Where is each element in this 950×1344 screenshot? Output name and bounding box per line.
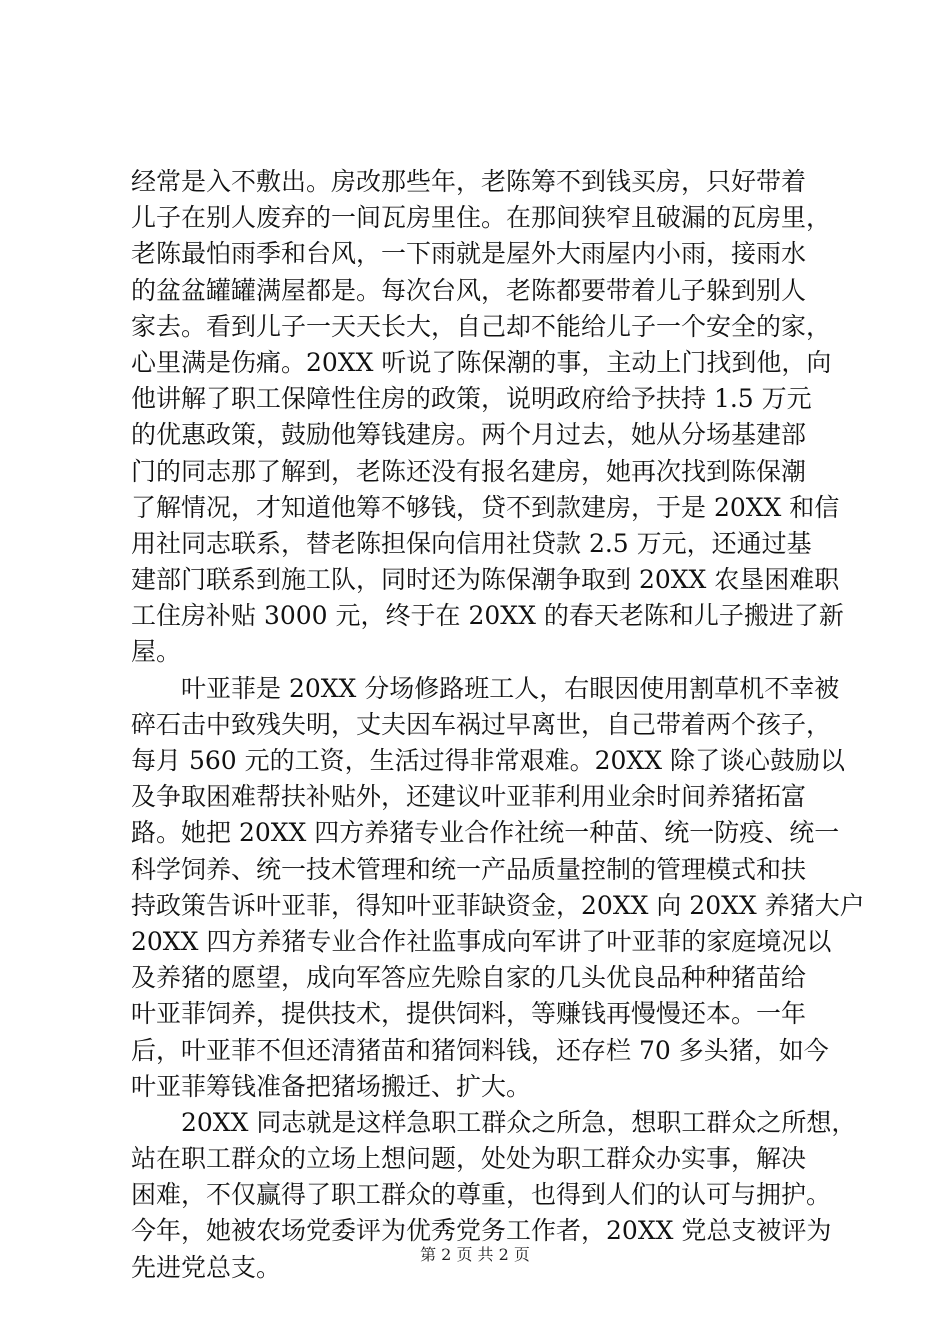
text-line: 及争取困难帮扶补贴外，还建议叶亚菲利用业余时间养猪拓富 bbox=[131, 782, 807, 812]
text-line: 用社同志联系，替老陈担保向信用社贷款 2.5 万元，还通过基 bbox=[131, 528, 812, 558]
text-line: 站在职工群众的立场上想问题，处处为职工群众办实事，解决 bbox=[131, 1144, 807, 1174]
text-line: 路。她把 20XX 四方养猪专业合作社统一种苗、统一防疫、统一 bbox=[131, 818, 840, 848]
text-line: 叶亚菲筹钱准备把猪场搬迁、扩大。 bbox=[131, 1071, 532, 1101]
text-line: 的优惠政策，鼓励他筹钱建房。两个月过去，她从分场基建部 bbox=[131, 420, 807, 450]
text-line: 今年，她被农场党委评为优秀党务工作者，20XX 党总支被评为 bbox=[131, 1216, 832, 1246]
text-line: 后，叶亚菲不但还清猪苗和猪饲料钱，还存栏 70 多头猪，如今 bbox=[131, 1035, 829, 1065]
text-line: 叶亚菲饲养，提供技术，提供饲料，等赚钱再慢慢还本。一年 bbox=[131, 999, 807, 1029]
text-line: 叶亚菲是 20XX 分场修路班工人，右眼因使用割草机不幸被 bbox=[131, 673, 840, 703]
text-line: 先进党总支。 bbox=[131, 1252, 282, 1282]
text-line: 20XX 四方养猪专业合作社监事成向军讲了叶亚菲的家庭境况以 bbox=[131, 926, 832, 956]
page-footer: 第 2 页 共 2 页 bbox=[420, 1245, 530, 1264]
text-line: 建部门联系到施工队，同时还为陈保潮争取到 20XX 农垦困难职 bbox=[131, 565, 840, 595]
body-text bbox=[131, 164, 865, 1286]
text-line: 及养猪的愿望，成向军答应先赊自家的几头优良品种种猪苗给 bbox=[131, 963, 807, 993]
text-line: 了解情况，才知道他筹不够钱，贷不到款建房，于是 20XX 和信 bbox=[131, 492, 840, 522]
text-line: 屋。 bbox=[131, 637, 182, 667]
text-line: 持政策告诉叶亚菲，得知叶亚菲缺资金，20XX 向 20XX 养猪大户 bbox=[131, 890, 865, 920]
text-line: 心里满是伤痛。20XX 听说了陈保潮的事，主动上门找到他，向 bbox=[131, 347, 832, 377]
text-line: 老陈最怕雨季和台风，一下雨就是屋外大雨屋内小雨，接雨水 bbox=[131, 239, 807, 269]
text-line: 科学饲养、统一技术管理和统一产品质量控制的管理模式和扶 bbox=[131, 854, 807, 884]
text-line: 他讲解了职工保障性住房的政策，说明政府给予扶持 1.5 万元 bbox=[131, 384, 812, 414]
text-line: 经常是入不敷出。房改那些年，老陈筹不到钱买房，只好带着 bbox=[131, 167, 807, 196]
text-line: 家去。看到儿子一天天长大，自己却不能给儿子一个安全的家， bbox=[131, 311, 832, 341]
text-line: 碎石击中致残失明，丈夫因车祸过早离世，自己带着两个孩子， bbox=[131, 709, 832, 739]
text-line: 每月 560 元的工资，生活过得非常艰难。20XX 除了谈心鼓励以 bbox=[131, 746, 845, 775]
text-line: 工住房补贴 3000 元，终于在 20XX 的春天老陈和儿子搬进了新 bbox=[131, 601, 844, 631]
text-line: 儿子在别人废弃的一间瓦房里住。在那间狭窄且破漏的瓦房里， bbox=[131, 203, 832, 233]
text-line: 的盆盆罐罐满屋都是。每次台风，老陈都要带着儿子躲到别人 bbox=[131, 275, 807, 305]
text-line: 20XX 同志就是这样急职工群众之所急，想职工群众之所想， bbox=[131, 1107, 857, 1137]
text-line: 门的同志那了解到，老陈还没有报名建房，她再次找到陈保潮 bbox=[131, 456, 807, 486]
text-line: 困难，不仅赢得了职工群众的尊重，也得到人们的认可与拥护。 bbox=[131, 1180, 832, 1210]
